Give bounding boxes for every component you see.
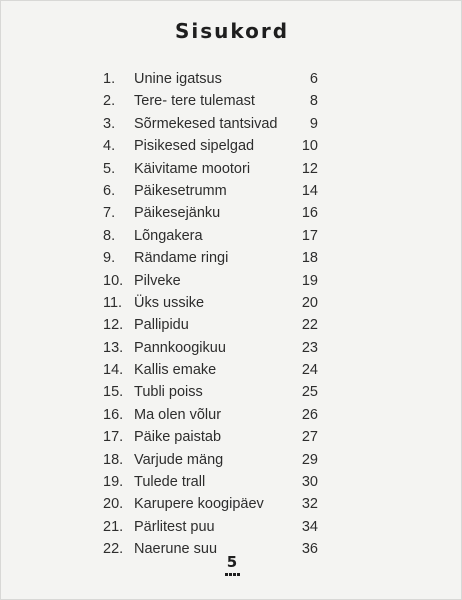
toc-entry [1,292,462,314]
toc-entry [1,225,462,247]
toc-entry-title: Käivitame mootori [134,160,251,177]
toc-entry-title: Sõrmekesed tantsivad [134,115,278,132]
toc-entry-title: Kallis emake [134,362,217,379]
toc-entry-title: Unine igatsus [134,71,222,87]
toc-entry [1,449,462,471]
toc-entry-title: Pilveke [134,272,181,289]
toc-entry-title: Päike paistab [134,429,222,446]
toc-entry-number: 18. [103,451,124,468]
toc-entry-title: Tere- tere tulemast [134,93,255,110]
toc-entry-number: 9. [103,250,116,267]
toc-entry-title: Ma olen võlur [134,406,222,423]
toc-entry-number: 12. [103,317,124,334]
toc-entry-title: Pannkoogikuu [134,339,226,356]
toc-entry-page: 9 [309,115,318,132]
toc-entry-number: 15. [103,384,124,401]
toc-entry-title: Üks ussike [134,294,205,311]
toc-entry-number: 10. [103,272,124,289]
toc-entry [1,359,462,381]
toc-entry-number: 13. [103,339,124,356]
toc-entry-number: 22. [103,541,124,558]
toc-entry-page: 12 [301,160,318,177]
toc-entry-page: 8 [309,93,318,110]
toc-entry-number: 2. [103,93,116,110]
toc-entry-page: 26 [301,406,318,423]
toc-entry-title: Pisikesed sipelgad [134,138,255,155]
toc-entry-page: 14 [301,182,318,199]
toc-entry [1,337,462,359]
toc-entry-page: 29 [301,451,318,468]
toc-entry [1,381,462,403]
toc-entry-page: 34 [301,518,318,535]
toc-entry-title: Rändame ringi [134,250,229,267]
toc-entry-title: Pärlitest puu [134,518,215,535]
toc-entry-page: 27 [301,429,318,446]
toc-entry-page: 25 [301,384,318,401]
toc-entry-page: 22 [301,317,318,334]
toc-entry-number: 19. [103,474,124,491]
toc-entry-number: 21. [103,518,124,535]
toc-entry [1,113,462,135]
toc-entry-number: 4. [103,138,116,155]
toc-entry-number: 1. [103,71,116,87]
toc-entry-number: 7. [103,205,116,222]
page-title: Sisukord [174,19,290,43]
toc-entry-title: Naerune suu [134,541,218,558]
toc-entry [1,135,462,157]
toc-entry-page: 18 [301,250,318,267]
toc-entry [1,202,462,224]
toc-entry-number: 16. [103,406,124,423]
table-of-contents [1,68,462,561]
toc-entry [1,493,462,515]
toc-entry-title: Pallipidu [134,317,189,334]
toc-entry-page: 16 [301,205,318,222]
page-number: 5 [226,553,238,571]
toc-entry-title: Karupere koogipäev [134,496,264,513]
footer-dots-ornament [224,573,240,577]
toc-entry-page: 20 [301,294,318,311]
toc-entry-number: 6. [103,182,116,199]
toc-entry-page: 10 [301,138,318,155]
toc-entry-page: 19 [301,272,318,289]
toc-entry-page: 30 [301,474,318,491]
toc-entry [1,471,462,493]
page-footer [1,554,462,591]
toc-entry [1,426,462,448]
toc-entry [1,247,462,269]
toc-entry-title: Päikesetrumm [134,182,227,199]
toc-entry-page: 6 [309,71,318,87]
toc-entry-number: 14. [103,362,124,379]
toc-entry [1,158,462,180]
toc-entry-number: 20. [103,496,124,513]
toc-entry [1,180,462,202]
toc-entry [1,314,462,336]
toc-entry [1,90,462,112]
toc-entry-page: 17 [301,227,318,244]
toc-entry-number: 3. [103,115,116,132]
toc-entry-title: Varjude mäng [134,451,224,468]
toc-entry [1,270,462,292]
toc-entry-number: 8. [103,227,116,244]
toc-entry-title: Tulede trall [134,474,206,491]
toc-entry-number: 11. [103,294,123,311]
toc-entry-page: 36 [301,541,318,558]
toc-entry [1,404,462,426]
toc-entry-page: 24 [301,362,318,379]
toc-entry-title: Päikesejänku [134,205,221,222]
toc-entry-page: 32 [301,496,318,513]
toc-entry-number: 17. [103,429,124,446]
toc-entry [1,516,462,538]
toc-entry-page: 23 [301,339,318,356]
toc-entry-number: 5. [103,160,116,177]
toc-entry-title: Lõngakera [134,227,203,244]
toc-entry [1,68,462,90]
toc-entry-title: Tubli poiss [134,384,203,401]
